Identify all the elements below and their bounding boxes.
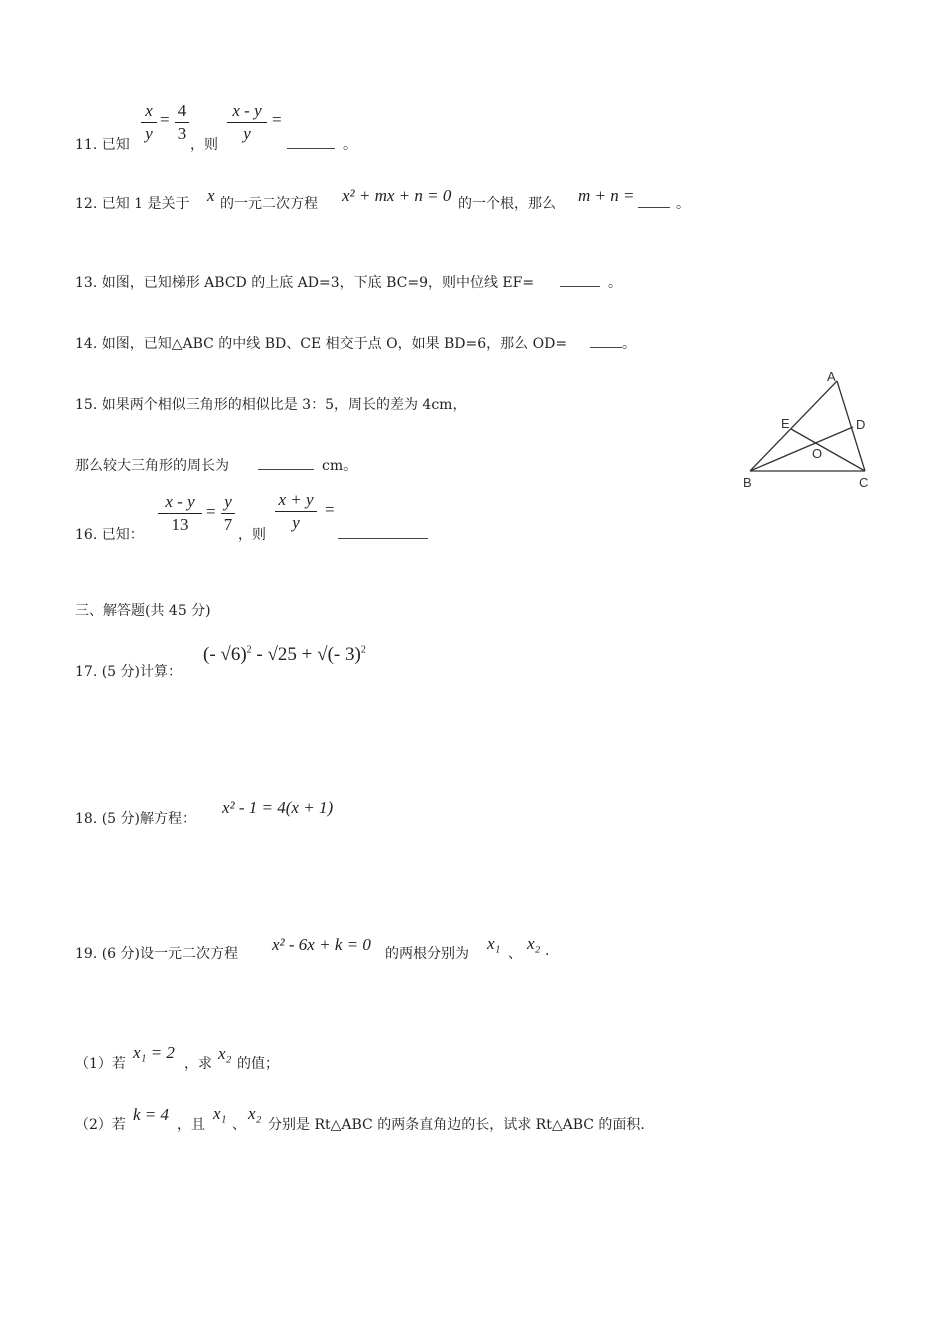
q19-part2-text: 分别是 Rt△ABC 的两条直角边的长，试求 Rt△ABC 的面积. — [268, 1117, 645, 1133]
q12-variable-x: x — [207, 186, 215, 205]
label-d: D — [856, 417, 866, 432]
triangle-figure — [735, 365, 895, 495]
q11-prefix: 11. 已知 — [75, 137, 130, 153]
q18-label: 18. (5 分)解方程： — [75, 811, 196, 827]
q16-equals-1: = — [206, 502, 216, 521]
label-o: O — [812, 446, 823, 461]
q11-fraction-xy-over-y: x - y y — [226, 100, 268, 145]
q16-prefix: 16. 已知： — [75, 527, 144, 543]
q13-answer-blank — [560, 274, 600, 291]
q16-equals-2: = — [325, 500, 335, 519]
q19-part2-x1: x₁ — [213, 1104, 227, 1123]
q16-fraction-xy-over-13: x - y 13 — [157, 491, 203, 536]
q17-expression: (- √6)$^2$ - √25 + √(- 3)$^2$ — [203, 644, 366, 665]
q16-fraction-xy-over-y: x + y y — [274, 489, 318, 534]
q11-answer-blank — [287, 136, 335, 153]
q12-expression: m + n = — [578, 186, 635, 205]
q16-then: ，则 — [238, 527, 266, 543]
q19-x2: x₂ — [527, 934, 541, 953]
q16-fraction-y-over-7: y 7 — [220, 491, 236, 536]
q19-part1-condition: x₁ = 2 — [133, 1043, 175, 1062]
q12-equation: x² + mx + n = 0 — [342, 186, 452, 205]
q11-equals-1: = — [160, 110, 170, 129]
q13-period: 。 — [608, 275, 622, 291]
q15-answer-blank — [258, 457, 314, 474]
q11-period: 。 — [343, 137, 357, 153]
q19-part2-x2: x₂ — [248, 1104, 262, 1123]
median-bd — [750, 427, 853, 471]
q12-period: 。 — [676, 196, 690, 212]
label-e: E — [781, 416, 790, 431]
q19-x1: x₁ — [487, 934, 501, 953]
q11-equals-2: = — [272, 110, 282, 129]
q14-answer-blank — [590, 335, 622, 352]
q19-part1-value: 的值； — [237, 1056, 279, 1072]
section-title: 三、解答题(共 45 分) — [75, 603, 211, 619]
q19-part2-prefix: （2）若 — [75, 1117, 126, 1133]
q19-part2-and: ，且 — [177, 1117, 205, 1133]
label-b: B — [743, 475, 752, 490]
q16-answer-blank — [338, 526, 428, 543]
q15-line2: 那么较大三角形的周长为 — [75, 458, 229, 474]
q19-prefix: 19. (6 分)设一元二次方程 — [75, 946, 238, 962]
label-c: C — [859, 475, 869, 490]
edge-ab — [750, 381, 837, 471]
q19-period: . — [545, 943, 550, 959]
q18-equation: x² - 1 = 4(x + 1) — [222, 798, 334, 817]
q19-separator: 、 — [508, 946, 522, 962]
q14-text: 14. 如图，已知△ABC 的中线 BD、CE 相交于点 O，如果 BD=6，那么 OD= — [75, 336, 568, 352]
q19-roots-text: 的两根分别为 — [385, 946, 469, 962]
q11-fraction-x-over-y: x y — [140, 100, 158, 145]
q19-part1-x2: x₂ — [218, 1044, 232, 1063]
q17-label: 17. (5 分)计算： — [75, 664, 182, 680]
q19-part1-prefix: （1）若 — [75, 1056, 126, 1072]
q15-unit: cm。 — [322, 458, 358, 474]
q14-period: 。 — [622, 336, 636, 352]
label-a: A — [827, 369, 836, 384]
q19-part1-ask: ，求 — [184, 1056, 212, 1072]
q13-text: 13. 如图，已知梯形 ABCD 的上底 AD=3，下底 BC=9，则中位线 EF= — [75, 275, 535, 291]
q19-part2-condition: k = 4 — [133, 1105, 170, 1124]
q19-part2-separator: 、 — [232, 1117, 246, 1133]
q19-equation: x² - 6x + k = 0 — [272, 935, 371, 954]
q11-then: ，则 — [190, 137, 218, 153]
q15-line1: 15. 如果两个相似三角形的相似比是 3：5，周长的差为 4cm， — [75, 397, 467, 413]
q12-equation-text: 的一元二次方程 — [220, 196, 318, 212]
q12-root-text: 的一个根，那么 — [458, 196, 556, 212]
q11-fraction-4-over-3: 4 3 — [174, 100, 190, 145]
q12-prefix: 12. 已知 1 是关于 — [75, 196, 190, 212]
q12-answer-blank — [638, 195, 670, 212]
